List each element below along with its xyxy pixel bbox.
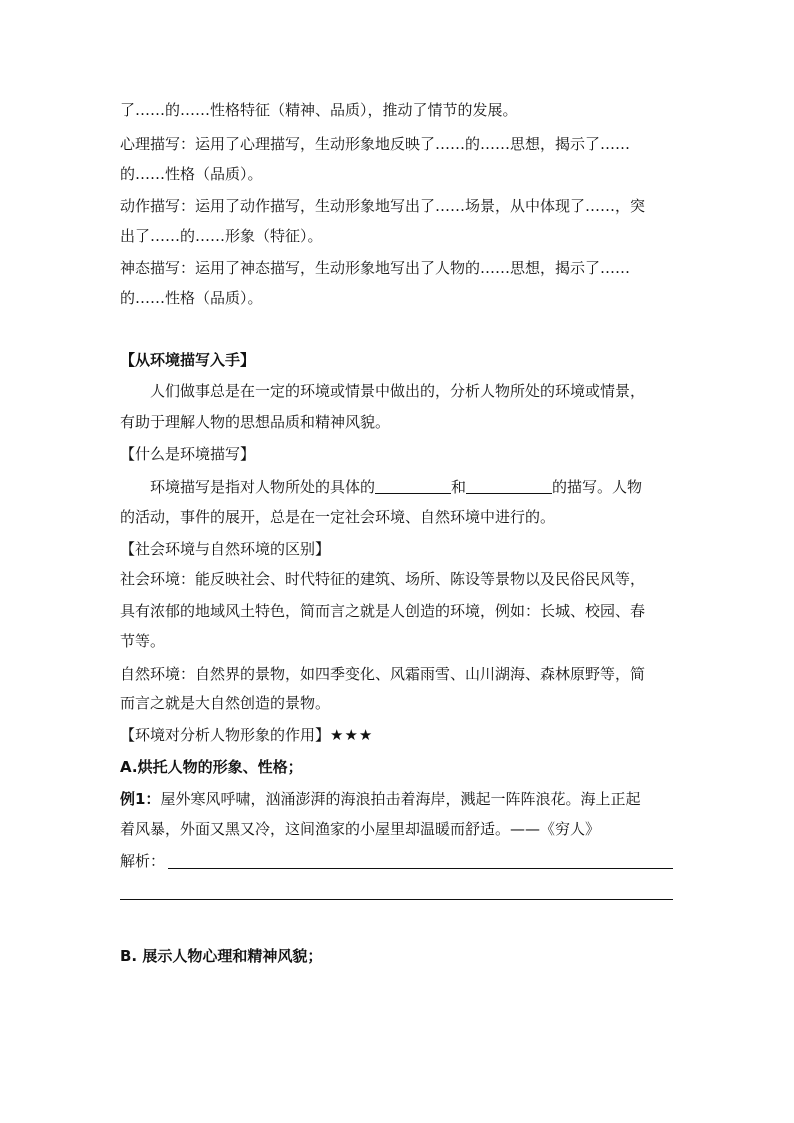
section-heading-what: 【什么是环境描写】 (120, 445, 256, 463)
role-heading-text: 【环境对分析人物形象的作用】 (120, 726, 331, 744)
social-env-line: 具有浓郁的地域风土特色，简而言之就是人创造的环境，例如：长城、校园、春 (120, 602, 646, 620)
star-rating-icon: ★★★ (330, 726, 374, 744)
blank-field-2[interactable] (466, 477, 552, 494)
blank-text-3: 的描写。人物 (552, 478, 643, 496)
text-line: 出了……的……形象（特征）。 (120, 227, 323, 245)
section-heading-env: 【从环境描写入手】 (120, 351, 256, 369)
answer-line-1[interactable] (168, 868, 673, 869)
section-heading-role (120, 725, 680, 745)
social-env-line: 节等。 (120, 632, 166, 650)
subsection-b-title: B. 展示人物心理和精神风貌； (120, 947, 323, 965)
text-line: 的……性格（品质）。 (120, 165, 263, 183)
analysis-label: 解析： (120, 852, 166, 870)
section-heading-diff: 【社会环境与自然环境的区别】 (120, 540, 331, 558)
natural-env-line: 自然环境：自然界的景物，如四季变化、风霜雨雪、山川湖海、森林原野等，简 (120, 665, 646, 683)
text-line: 了……的……性格特征（精神、品质），推动了情节的发展。 (120, 101, 518, 119)
paragraph-line: 的活动，事件的展开，总是在一定社会环境、自然环境中进行的。 (120, 508, 556, 526)
text-line: 心理描写：运用了心理描写，生动形象地反映了……的……思想，揭示了…… (120, 135, 631, 153)
paragraph-line: 人们做事总是在一定的环境或情景中做出的，分析人物所处的环境或情景， (150, 382, 646, 400)
subsection-a-title: A.烘托人物的形象、性格； (120, 758, 303, 776)
text-line: 的……性格（品质）。 (120, 289, 263, 307)
blank-field-1[interactable] (375, 477, 451, 494)
example-line: 着风暴，外面又黑又冷，这间渔家的小屋里却温暖而舒适。——《穷人》 (120, 820, 601, 838)
example-label: 例1： (120, 790, 161, 808)
example-text: 屋外寒风呼啸，汹涌澎湃的海浪拍击着海岸，溅起一阵阵浪花。海上正起 (160, 790, 641, 808)
blank-text-1: 环境描写是指对人物所处的具体的 (150, 478, 376, 496)
blank-text-2: 和 (451, 478, 467, 496)
answer-line-2[interactable] (120, 899, 673, 900)
text-line: 神态描写：运用了神态描写，生动形象地写出了人物的……思想，揭示了…… (120, 259, 631, 277)
natural-env-line: 而言之就是大自然创造的景物。 (120, 694, 331, 712)
social-env-line: 社会环境：能反映社会、时代特征的建筑、场所、陈设等景物以及民俗民风等， (120, 570, 646, 588)
text-line: 动作描写：运用了动作描写，生动形象地写出了……场景，从中体现了……，突 (120, 197, 646, 215)
fill-blank-line (150, 477, 710, 497)
example-line (120, 789, 680, 809)
paragraph-line: 有助于理解人物的思想品质和精神风貌。 (120, 413, 391, 431)
